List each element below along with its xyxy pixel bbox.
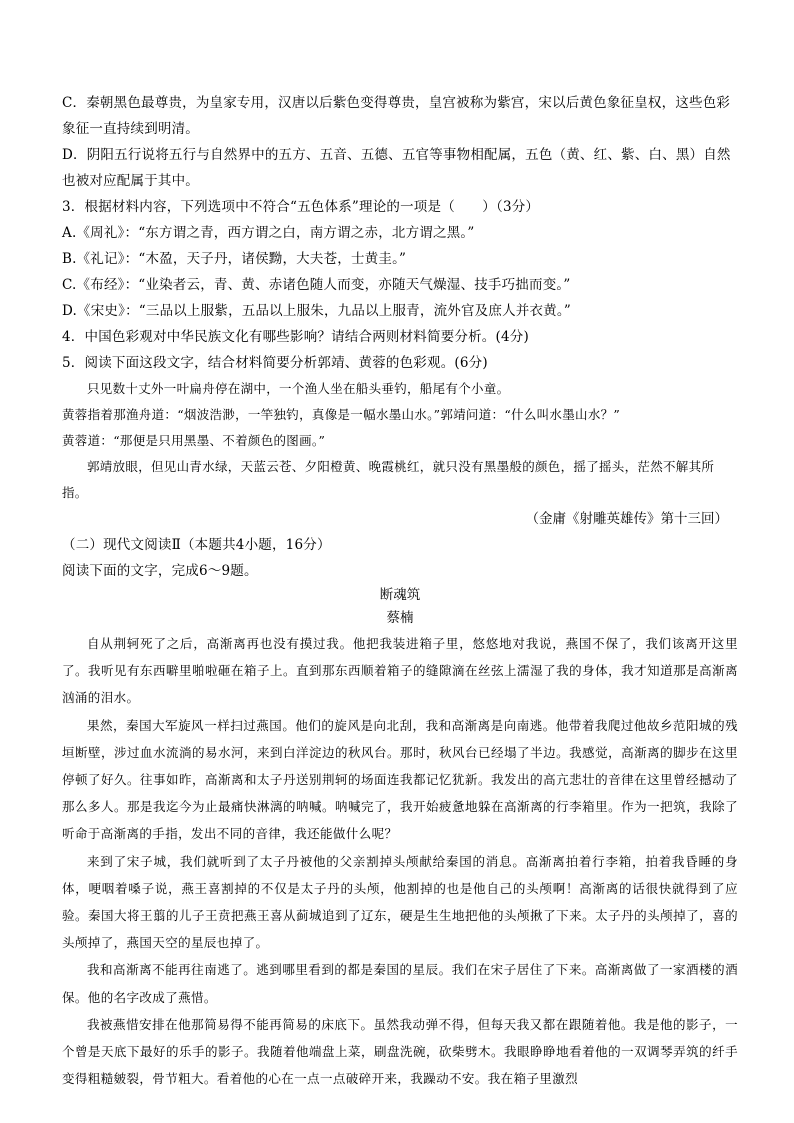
story-author: 蔡楠 (386, 610, 414, 626)
q3-option-d: D.《宋史》：“三品以上服紫，五品以上服朱，九品以上服青，流外官及庶人并衣黄。” (62, 303, 571, 319)
document-content (62, 90, 738, 1092)
story-paragraph: 我和高渐离不能再往南逃了。逃到哪里看到的都是秦国的星辰。我们在宋子居住了下来。高渐离做了一家酒楼的酒保。他的名字改成了燕惜。 (62, 962, 738, 1005)
story-paragraph: 果然，秦国大军旋风一样扫过燕国。他们的旋风是向北刮，我和高渐离是向南逃。他带着我爬过他故乡范阳城的残垣断壁，涉过血水流淌的易水河，来到白洋淀边的秋风台。那时，秋风台已经塌了半边。我感觉，高渐离的脚步在这里停顿了好久。往事如昨，高渐离和太子丹送别荆轲的场面连我都记忆犹新。我发出的高亢悲壮的音律在这里曾经撼动了那么多人。那是我迄今为止最痛快淋漓的呐喊。呐喊完了，我开始疲惫地躲在高渐离的行李箱里。作为一把筑，我除了听命于高渐离的手指，发出不同的音律，我还能做什么呢？ (62, 717, 738, 842)
q2-option-c: C．秦朝黑色最尊贵，为皇家专用，汉唐以后紫色变得尊贵，皇宫被称为紫宫，宋以后黄色象征皇权，这些色彩象征一直持续到明清。 (62, 95, 731, 137)
story-paragraph: 自从荆轲死了之后，高渐离再也没有摸过我。他把我装进箱子里，悠悠地对我说，燕国不保了，我们该离开这里了。我听见有东西噼里啪啦砸在箱子上。直到那东西顺着箱子的缝隙滴在丝弦上濡湿了我的身体，我才知道那是高渐离汹涌的泪水。 (62, 636, 738, 706)
q3-option-b: B.《礼记》：“木盈，天子丹，诸侯黝，大夫苍，士黄圭。” (62, 251, 407, 267)
section-heading: （二）现代文阅读Ⅱ（本题共4小题，16分） (62, 537, 331, 553)
q2-option-d: D．阴阳五行说将五行与自然界中的五方、五音、五德、五官等事物相配属，五色（黄、红、紫、白、黑）自然也被对应配属于其中。 (62, 147, 731, 189)
q5-stem: 5．阅读下面这段文字，结合材料简要分析郭靖、黄蓉的色彩观。(6分) (62, 355, 488, 371)
excerpt-paragraph: 只见数十丈外一叶扁舟停在湖中，一个渔人坐在船头垂钓，船尾有个小童。 (87, 381, 510, 396)
story-title: 断魂筑 (379, 587, 421, 603)
q3-option-a: A.《周礼》：“东方谓之青，西方谓之白，南方谓之赤，北方谓之黑。” (62, 225, 475, 241)
q4-stem: 4．中国色彩观对中华民族文化有哪些影响？请结合两则材料简要分析。(4分) (62, 329, 529, 345)
excerpt-paragraph: 黄蓉指着那渔舟道：“烟波浩渺，一竿独钓，真像是一幅水墨山水。”郭靖问道：“什么叫水墨山水？” (62, 407, 621, 422)
story-paragraph: 我被燕惜安排在他那简易得不能再简易的床底下。虽然我动弹不得，但每天我又都在跟随着他。我是他的影子，一个曾是天底下最好的乐手的影子。我随着他端盘上菜，刷盘洗碗，砍柴劈木。我眼睁睁地看着他的一双调琴弄筑的纤手变得粗糙皴裂，骨节粗大。看着他的心在一点一点破碎开来，我躁动不安。我在箱子里激烈 (62, 1016, 738, 1087)
excerpt-paragraph: 黄蓉道：“那便是只用黑墨、不着颜色的图画。” (62, 433, 326, 448)
excerpt-paragraph: 郭靖放眼，但见山青水绿，天蓝云苍、夕阳橙黄、晚霞桃红，就只没有黑墨般的颜色，摇了摇头，茫然不解其所指。 (62, 459, 715, 500)
excerpt-source: （金庸《射雕英雄传》第十三回） (525, 511, 728, 527)
section-instruction: 阅读下面的文字，完成6～9题。 (62, 563, 258, 579)
q3-option-c: C.《布经》：“业染者云，青、黄、赤诸色随人而变，亦随天气燥湿、技手巧拙而变。” (62, 277, 571, 293)
story-paragraph: 来到了宋子城，我们就听到了太子丹被他的父亲割掉头颅献给秦国的消息。高渐离拍着行李箱，拍着我昏睡的身体，哽咽着嗓子说，燕王喜割掉的不仅是太子丹的头颅，他割掉的也是他自己的头颅啊！高渐离的话很快就得到了应验。秦国大将王翦的儿子王贲把燕王喜从蓟城追到了辽东，硬是生生地把他的头颅揪了下来。太子丹的头颅掉了，喜的头颅掉了，燕国天空的星辰也掉了。 (62, 853, 738, 951)
q3-stem: 3．根据材料内容，下列选项中不符合“五色体系”理论的一项是（ ）（3分） (62, 199, 540, 215)
